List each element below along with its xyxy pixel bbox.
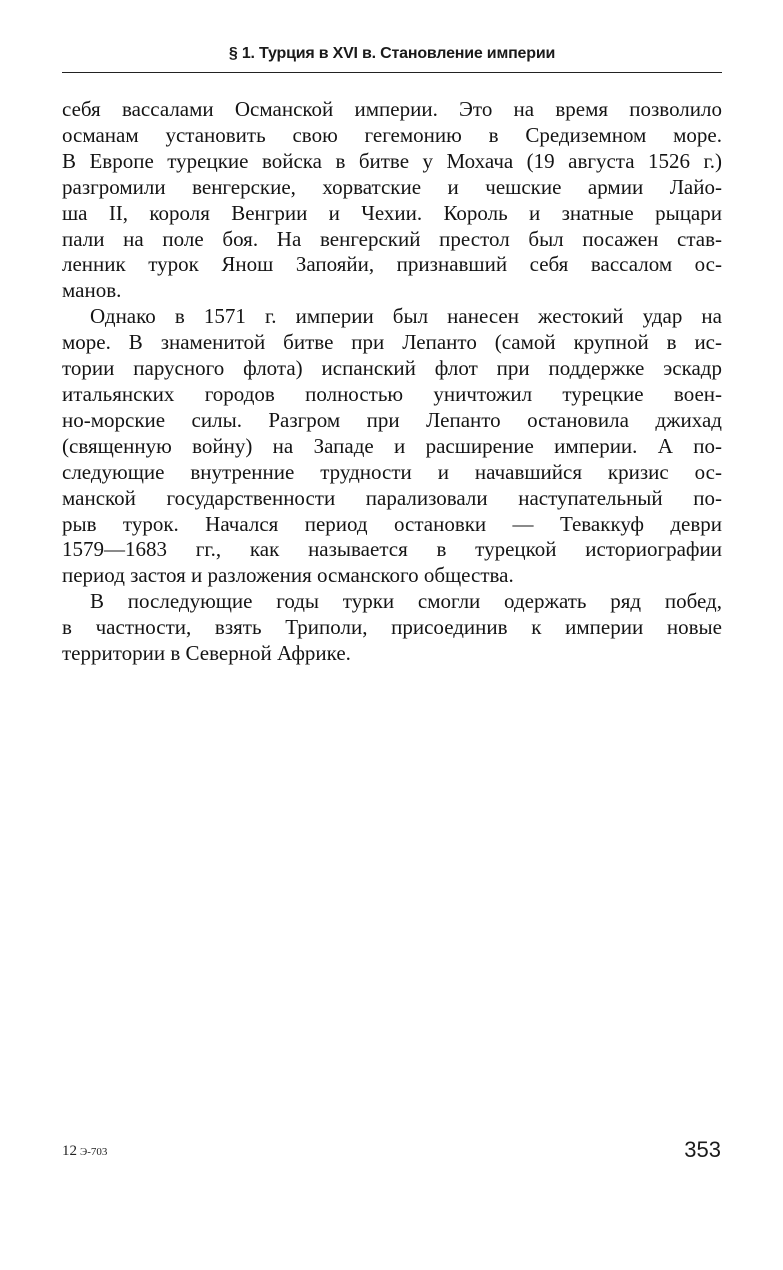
text-line: море. В знаменитой битве при Лепанто (самой крупной в ис-	[62, 330, 722, 355]
paragraph-1	[62, 97, 722, 304]
paragraph-3	[62, 589, 722, 667]
text-line: ша II, короля Венгрии и Чехии. Король и знатные рыцари	[62, 200, 722, 225]
text-line: (священную войну) на Западе и расширение империи. А по-	[62, 433, 722, 458]
signature-number: 12	[62, 1143, 77, 1159]
printer-signature	[62, 1143, 107, 1160]
body-text	[62, 97, 722, 667]
text-line: ленник турок Янош Запояйи, признавший себя вассалом ос-	[62, 252, 722, 277]
text-line: в частности, взять Триполи, присоединив к империи новые	[62, 615, 722, 640]
text-line: 1579—1683 гг., как называется в турецкой историографии	[62, 537, 722, 562]
text-line: территории в Северной Африке.	[62, 641, 351, 666]
signature-code: Э-703	[80, 1146, 108, 1158]
text-line: себя вассалами Османской империи. Это на время позволило	[62, 97, 722, 121]
text-line: рыв турок. Начался период остановки — Теваккуф деври	[62, 511, 722, 536]
text-line: период застоя и разложения османского общества.	[62, 563, 514, 588]
text-line: В Европе турецкие войска в битве у Мохача (19 августа 1526 г.)	[62, 148, 722, 173]
text-line: следующие внутренние трудности и начавшийся кризис ос-	[62, 459, 722, 484]
paragraph-2	[62, 304, 722, 589]
text-line: итальянских городов полностью уничтожил турецкие воен-	[62, 381, 722, 406]
header-rule	[62, 72, 722, 73]
text-line: манской государственности парализовали наступательный по-	[62, 485, 722, 510]
text-line: но-морские силы. Разгром при Лепанто остановила джихад	[62, 407, 722, 432]
text-line: манов.	[62, 278, 122, 303]
running-head: § 1. Турция в XVI в. Становление империи	[228, 45, 556, 62]
text-line: Однако в 1571 г. империи был нанесен жестокий удар на	[90, 304, 722, 329]
text-line: пали на поле боя. На венгерский престол был посажен став-	[62, 226, 722, 251]
text-line: тории парусного флота) испанский флот при поддержке эскадр	[62, 356, 722, 381]
text-line: разгромили венгерские, хорватские и чешские армии Лайо-	[62, 174, 722, 199]
text-line: османам установить свою гегемонию в Средиземном море.	[62, 122, 722, 147]
text-line: В последующие годы турки смогли одержать ряд побед,	[90, 589, 722, 614]
page-number: 353	[684, 1137, 721, 1162]
